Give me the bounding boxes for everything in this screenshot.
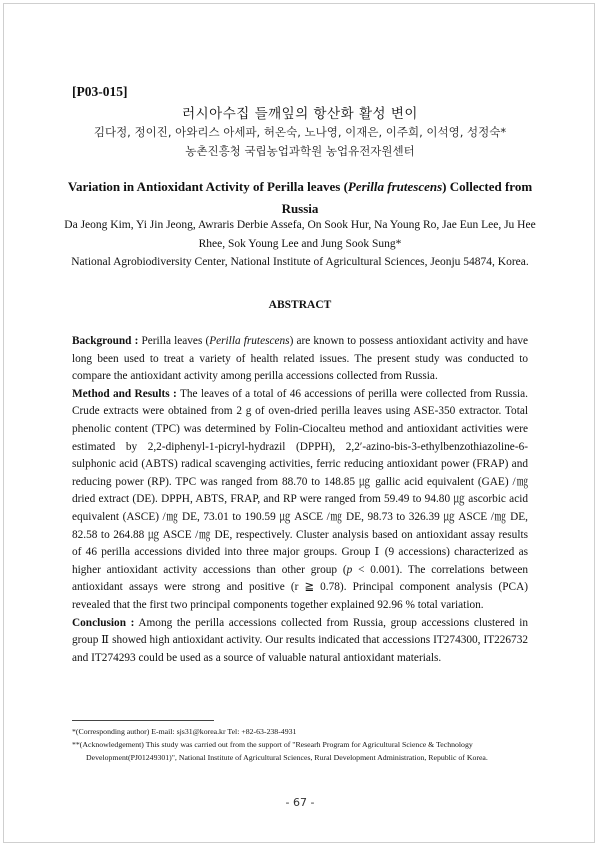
english-title bbox=[60, 176, 540, 220]
conclusion-text: Among the perilla accessions collected from Russia, group accessions clustered in group Ⅱ showed high antioxidant activity. Our results indicated that accessions IT274300, IT226732 and IT274293 could be used as a source of valuable natural antioxidant materials. bbox=[72, 616, 529, 664]
methods-p-symbol: p bbox=[346, 563, 353, 576]
background-text: ) are known to possess antioxidant activity and have long been used to treat a variety of health related issues. The present study was conducted to compare the antioxidant activity among perilla accessions collected from Russia. bbox=[72, 335, 528, 383]
methods-label: Method and Results : bbox=[72, 387, 177, 400]
page-number: - 67 - bbox=[285, 796, 315, 809]
english-title-part: Variation in Antioxidant Activity of Perilla leaves ( bbox=[67, 179, 348, 194]
background-paragraph bbox=[72, 333, 528, 386]
footnotes bbox=[72, 725, 532, 764]
korean-title: 러시아수집 들깨잎의 항산화 활성 변이 bbox=[182, 106, 418, 122]
english-title-species: Perilla frutescens bbox=[347, 179, 443, 194]
footnote-corresponding-author: *(Corresponding author) E-mail: sjs31@korea.kr Tel: +82-63-238-4931 bbox=[72, 727, 297, 736]
english-title-part: ) Collected from Russia bbox=[281, 179, 533, 216]
conclusion-paragraph bbox=[72, 615, 528, 668]
background-label: Background : bbox=[72, 335, 139, 347]
conclusion-label: Conclusion : bbox=[72, 616, 135, 629]
english-authors: Da Jeong Kim, Yi Jin Jeong, Awraris Derbie Assefa, On Sook Hur, Na Young Ro, Jae Eun Lee, Ju Hee Rhee, Sok Young Lee and Jung Sook Sung* bbox=[64, 219, 536, 250]
footnote-acknowledgement: **(Acknowledgement) This study was carried out from the support of "Researh Program for Agricultural Science & Technology Development(PJ01249301)", National Institute of Agricultural Sciences, Rural Development Administration, Republic of Korea. bbox=[72, 740, 488, 762]
abstract-body bbox=[72, 333, 528, 667]
background-species: Perilla frutescens bbox=[209, 335, 290, 347]
methods-paragraph bbox=[72, 386, 528, 615]
korean-authors: 김다정, 정이진, 아와리스 아세파, 허온숙, 노나영, 이재은, 이주희, 이석영, 성정숙* bbox=[93, 125, 507, 139]
methods-text: < 0.001). The correlations between antioxidant assays were strong and positive (r ≧ 0.78). Principal component analysis (PCA) revealed that the first two principal components together explained 92.96 % total variation. bbox=[72, 563, 528, 611]
background-text: Perilla leaves ( bbox=[138, 335, 210, 347]
korean-affiliation: 농촌진흥청 국립농업과학원 농업유전자원센터 bbox=[185, 144, 415, 158]
paper-code: [P03-015] bbox=[72, 84, 128, 99]
abstract-heading: ABSTRACT bbox=[268, 299, 332, 311]
english-affiliation: National Agrobiodiversity Center, National Institute of Agricultural Sciences, Jeonju 54874, Korea. bbox=[71, 256, 529, 268]
methods-text: The leaves of a total of 46 accessions of perilla were collected from Russia. Crude extracts were obtained from 2 g of oven-dried perilla leaves using ASE-350 extractor. Total phenolic content (TPC) was determined by Folin-Ciocalteu method and antioxidant activities were estimated by 2,2-diphenyl-1-picryl-hydrazil (DPPH), 2,2′-azino-bis-3-ethylbenzothiazoline-6-sulphonic acid (ABTS) radical scavenging activities, ferric reducing antioxidant power (FRAP) and reducing power (RP). TPC was ranged from 88.70 to 148.85 ㎍ gallic acid equivalent (GAE) /㎎ dried extract (DE). DPPH, ABTS, FRAP, and RP were ranged from 59.49 to 94.80 ㎍ ascorbic acid equivalent (ASCE) /㎎ DE, 73.01 to 190.59 ㎍ ASCE /㎎ DE, 98.73 to 326.39 ㎍ ASCE /㎎ DE, 82.58 to 264.88 ㎍ ASCE /㎎ DE, respectively. Cluster analysis based on antioxidant assay results of 46 perilla accessions divided into three major groups. Group Ⅰ (9 accessions) characterized as higher antioxidant activity accessions than other group ( bbox=[72, 387, 528, 576]
footnote-divider bbox=[72, 720, 214, 721]
